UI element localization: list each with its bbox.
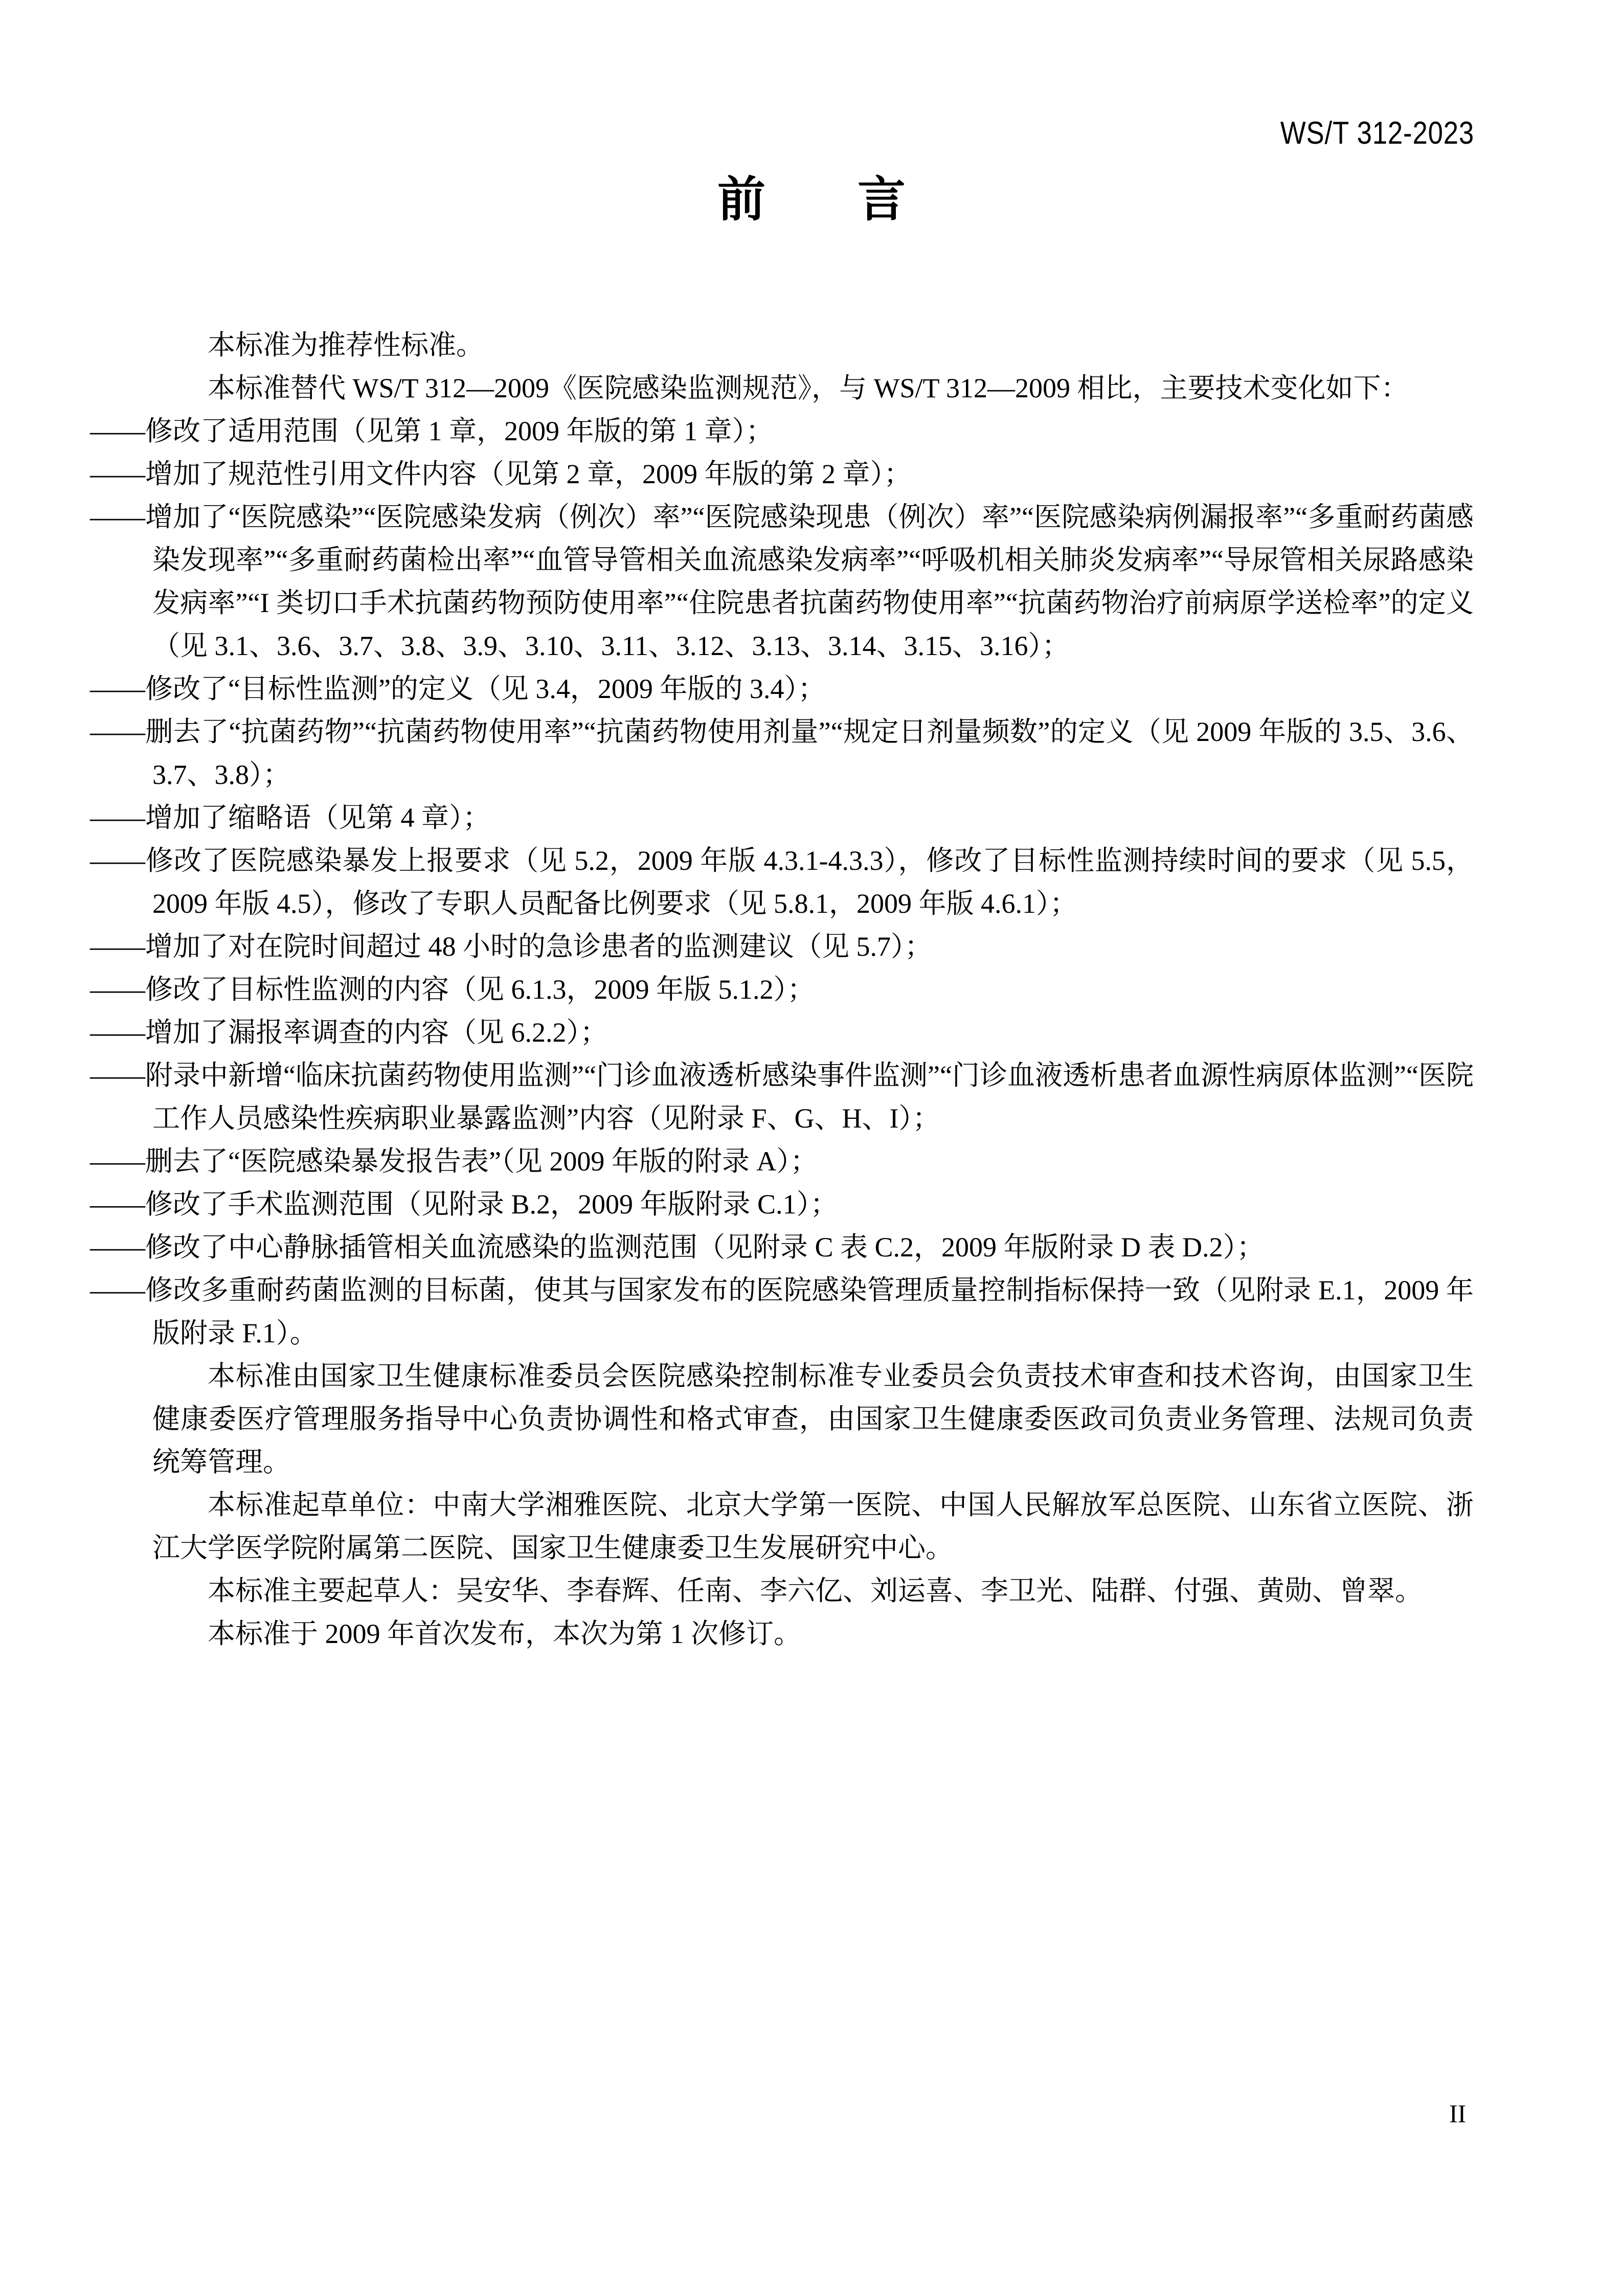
change-list-item: ——增加了漏报率调查的内容（见 6.2.2）； <box>90 1017 608 1048</box>
change-list-item: ——增加了对在院时间超过 48 小时的急诊患者的监测建议（见 5.7）； <box>90 931 932 962</box>
change-list-item: ——增加了规范性引用文件内容（见第 2 章，2009 年版的第 2 章）； <box>90 459 912 489</box>
closing-paragraph: 本标准起草单位：中南大学湘雅医院、北京大学第一医院、中国人民解放军总医院、山东省立医院、浙江大学医学院附属第二医院、国家卫生健康委卫生发展研究中心。 <box>152 1490 1474 1563</box>
intro-paragraph: 本标准为推荐性标准。 <box>208 330 484 361</box>
change-list-item: ——修改了适用范围（见第 1 章，2009 年版的第 1 章）； <box>90 416 774 446</box>
change-list-item: ——增加了“医院感染”“医院感染发病（例次）率”“医院感染现患（例次）率”“医院感染病例漏报率”“多重耐药菌感染发现率”“多重耐药菌检出率”“血管导管相关血流感染发病率”“呼吸机相关肺炎发病率”“导尿管相关尿路感染发病率”“I 类切口手术抗菌药物预防使用率”“住院患者抗菌药物使用率”“抗菌药物治疗前病原学送检率”的定义（见 3.1、3.6、3.7、3.8、3.9、3.10、3.11、3.12、3.13、3.14、3.15、3.16）； <box>90 502 1474 661</box>
page-number: II <box>1449 2099 1467 2128</box>
intro-paragraph: 本标准替代 WS/T 312—2009《医院感染监测规范》，与 WS/T 312—2009 相比，主要技术变化如下： <box>208 373 1409 403</box>
change-list-item: ——修改了手术监测范围（见附录 B.2，2009 年版附录 C.1）； <box>90 1189 838 1220</box>
standard-number-header: WS/T 312-2023 <box>1280 116 1474 151</box>
change-list-item: ——增加了缩略语（见第 4 章）； <box>90 802 490 833</box>
change-list-item: ——修改了医院感染暴发上报要求（见 5.2，2009 年版 4.3.1-4.3.3），修改了目标性监测持续时间的要求（见 5.5，2009 年版 4.5），修改了专职人员配备比例要求（见 5.8.1，2009 年版 4.6.1）； <box>90 845 1474 919</box>
page-title <box>0 173 1623 226</box>
change-list-item: ——修改多重耐药菌监测的目标菌，使其与国家发布的医院感染管理质量控制指标保持一致（见附录 E.1，2009 年版附录 F.1）。 <box>90 1275 1474 1348</box>
title-char-qian: 前 <box>717 172 765 226</box>
change-list-item: ——附录中新增“临床抗菌药物使用监测”“门诊血液透析感染事件监测”“门诊血液透析患者血源性病原体监测”“医院工作人员感染性疾病职业暴露监测”内容（见附录 F、G、H、I）； <box>90 1060 1474 1134</box>
change-list-item: ——删去了“医院感染暴发报告表”（见 2009 年版的附录 A）； <box>90 1146 818 1177</box>
change-list-item: ——删去了“抗菌药物”“抗菌药物使用率”“抗菌药物使用剂量”“规定日剂量频数”的定义（见 2009 年版的 3.5、3.6、3.7、3.8）； <box>90 716 1474 790</box>
closing-paragraph: 本标准于 2009 年首次发布，本次为第 1 次修订。 <box>208 1618 801 1649</box>
change-list-item: ——修改了中心静脉插管相关血流感染的监测范围（见附录 C 表 C.2，2009 年版附录 D 表 D.2）； <box>90 1232 1265 1263</box>
closing-paragraph: 本标准主要起草人：吴安华、李春辉、任南、李六亿、刘运喜、李卫光、陆群、付强、黄勋、曾翠。 <box>208 1575 1423 1606</box>
title-char-yan: 言 <box>858 172 906 226</box>
change-list-item: ——修改了目标性监测的内容（见 6.1.3，2009 年版 5.1.2）； <box>90 974 815 1005</box>
closing-paragraph: 本标准由国家卫生健康标准委员会医院感染控制标准专业委员会负责技术审查和技术咨询，由国家卫生健康委医疗管理服务指导中心负责协调性和格式审查，由国家卫生健康委医政司负责业务管理、法规司负责统筹管理。 <box>152 1361 1474 1477</box>
change-list-item: ——修改了“目标性监测”的定义（见 3.4，2009 年版的 3.4）； <box>90 673 826 704</box>
foreword-body <box>90 324 1474 1655</box>
